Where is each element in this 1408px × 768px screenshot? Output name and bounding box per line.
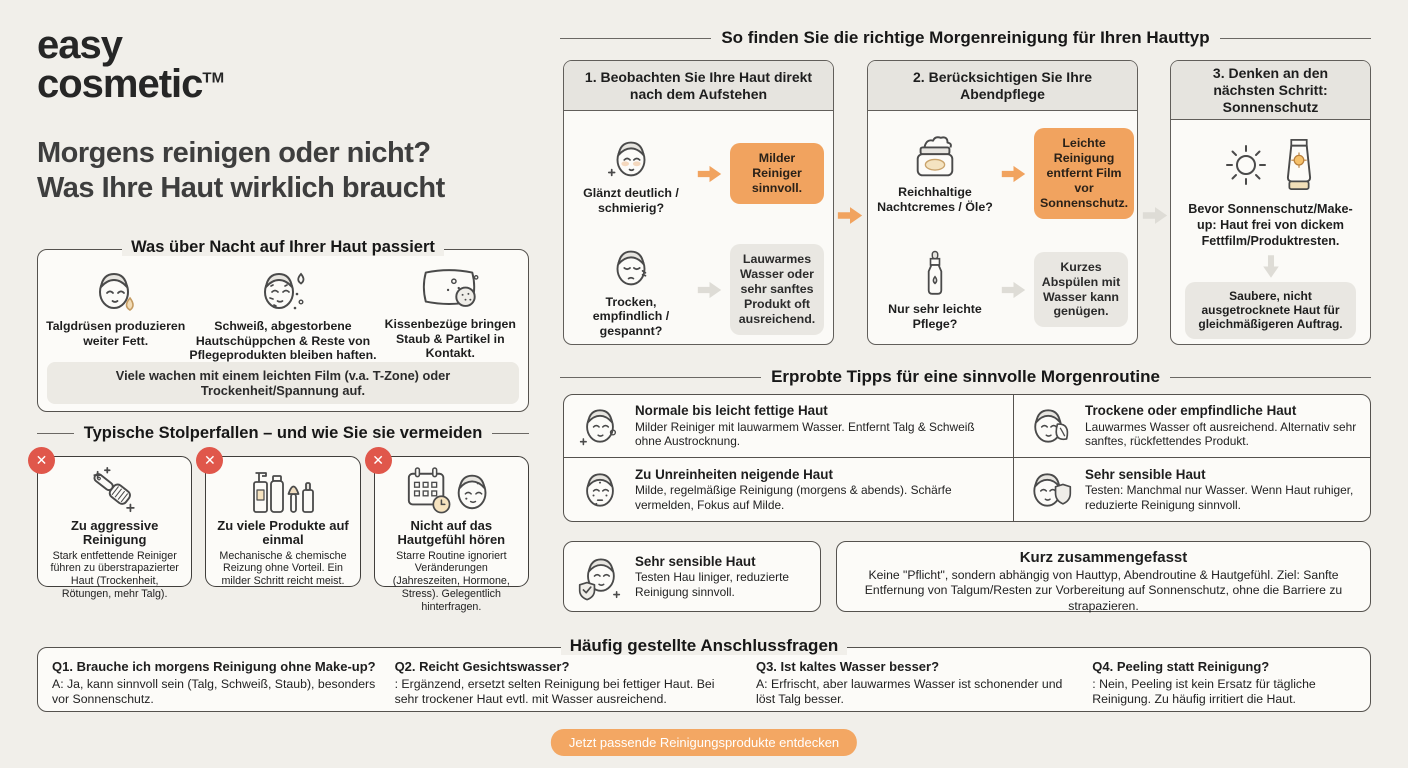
steps-section-title: So finden Sie die richtige Morgenreinigung für Ihren Hauttyp	[560, 28, 1371, 48]
down-arrow-icon	[1258, 257, 1284, 276]
faq-answer: A: Erfrischt, aber lauwarmes Wasser ist schonender und löst Talg besser.	[755, 676, 1063, 706]
faq-question: Q1. Brauche ich morgens Reinigung ohne Make-up?	[52, 659, 376, 674]
step-result-box: Kurzes Abspülen mit Wasser kann genügen.	[1034, 252, 1128, 328]
sunscreen-tube-icon	[1279, 137, 1319, 193]
pillow-icon	[419, 264, 481, 314]
night-item-sebum	[44, 264, 187, 363]
tip-title: Zu Unreinheiten neigende Haut	[635, 466, 833, 482]
tip-title: Sehr sensible Haut	[1085, 466, 1206, 482]
gray-arrow-icon	[696, 280, 723, 300]
error-cross-icon: ✕	[28, 447, 55, 474]
sensitive-card-title: Sehr sensible Haut	[635, 553, 756, 569]
pitfall-title: Nicht auf das Hautgefühl hören	[397, 518, 506, 548]
step-3-text: Bevor Sonnenschutz/Make-up: Haut frei von dickem Fettfilm/Produktresten.	[1188, 202, 1353, 248]
night-item-text: Kissenbezüge bringen Staub & Partikel in Kontakt.	[384, 317, 516, 360]
faq-panel	[37, 636, 1371, 712]
pitfall-card-too-many-products	[203, 452, 360, 588]
face-shiny-icon	[604, 132, 658, 184]
face-shield-icon	[1026, 466, 1074, 514]
brand-logo-line1: easy	[37, 23, 122, 67]
night-item-flakes	[187, 264, 378, 363]
orange-arrow-icon	[1000, 164, 1027, 184]
summary-title: Kurz zusammengefasst	[1019, 549, 1188, 566]
tip-body: Testen: Manchmal nur Wasser. Wenn Haut ruhiger, reduzierte Reinigung sinnvoll.	[1085, 483, 1354, 512]
face-flakes-icon	[255, 264, 311, 316]
pitfall-card-ignoring-skin-feel	[372, 452, 529, 613]
faq-item-2	[395, 659, 740, 707]
error-cross-icon: ✕	[365, 447, 392, 474]
night-item-pillow	[379, 264, 522, 363]
step-result-box: Lauwarmes Wasser oder sehr sanftes Produkt oft ausreichend.	[730, 244, 824, 334]
tips-section-title: Erprobte Tipps für eine sinnvolle Morgenroutine	[560, 367, 1371, 387]
pitfall-title: Zu viele Produkte auf einmal	[217, 518, 349, 548]
night-item-text: Talgdrüsen produzieren weiter Fett.	[46, 319, 186, 348]
face-dots-icon	[576, 466, 624, 514]
gray-arrow-icon	[1000, 280, 1027, 300]
face-oil-icon	[90, 264, 142, 316]
step-panel-1	[563, 60, 834, 345]
step-result-box: Milder Reiniger sinnvoll.	[730, 143, 824, 204]
orange-arrow-icon	[696, 164, 723, 184]
summary-card	[836, 541, 1371, 612]
cream-jar-icon	[908, 133, 962, 183]
sun-icon	[1223, 142, 1269, 188]
discover-products-button[interactable]: Jetzt passende Reinigungsprodukte entdecken	[551, 729, 857, 756]
faq-question: Q4. Peeling statt Reinigung?	[1092, 659, 1270, 674]
pitfall-card-aggressive-cleansing	[35, 452, 192, 601]
pitfalls-section-title: Typische Stolperfallen – und wie Sie sie vermeiden	[37, 424, 529, 443]
page-title-line2: Was Ihre Haut wirklich braucht	[37, 171, 445, 204]
step-panel-3	[1170, 60, 1371, 345]
pitfall-body: Stark entfettende Reiniger führen zu überstrapazierter Haut (Trockenheit, Rötungen, mehr Talg).	[50, 549, 179, 601]
tip-normal-oily-skin	[564, 395, 1014, 458]
step-3-header: 3. Denken an den nächsten Schritt: Sonnenschutz	[1171, 61, 1370, 120]
faq-item-1	[52, 659, 379, 707]
night-effects-panel	[37, 238, 529, 412]
step-panel-2	[867, 60, 1138, 345]
face-sparkle-icon	[576, 402, 624, 450]
pitfall-body: Starre Routine ignoriert Veränderungen (Jahreszeiten, Hormone, Stress). Gelegentlich hinterfragen.	[392, 549, 510, 613]
faq-answer: A: Ja, kann sinnvoll sein (Talg, Schweiß, Staub), besonders vor Sonnenschutz.	[52, 676, 376, 706]
sensitive-card-body: Testen Hau liniger, reduzierte Reinigung sinnvoll.	[635, 570, 790, 599]
tip-very-sensitive-skin	[1014, 458, 1370, 521]
step-result-box: Leichte Reinigung entfernt Film vor Sonnenschutz.	[1034, 128, 1134, 218]
tips-grid	[563, 394, 1371, 522]
trademark-symbol: TM	[202, 69, 225, 87]
step-row-label: Reichhaltige Nachtcremes / Öle?	[877, 185, 993, 214]
step-row-label: Glänzt deutlich / schmierig?	[583, 186, 679, 215]
night-items	[38, 250, 528, 363]
step-3-body	[1171, 120, 1370, 338]
step-3-footer: Saubere, nicht ausgetrocknete Haut für gleichmäßigeren Auftrag.	[1185, 282, 1356, 339]
face-dry-icon	[604, 241, 658, 293]
calendar-face-icon	[382, 463, 521, 519]
page-title	[37, 136, 542, 206]
tip-body: Milde, regelmäßige Reinigung (morgens & abends). Schärfe vermelden, Fokus auf Milde.	[635, 483, 952, 512]
night-section-title: Was über Nacht auf Ihrer Haut passiert	[38, 238, 528, 257]
tip-body: Milder Reiniger mit lauwarmem Wasser. Entfernt Talg & Schweiß ohne Austrocknung.	[635, 419, 975, 449]
error-cross-icon: ✕	[196, 447, 223, 474]
brush-icon	[45, 463, 184, 519]
step-2-row-rich-cream	[868, 111, 1137, 227]
pitfall-cards	[35, 452, 529, 613]
faq-answer: : Nein, Peeling ist kein Ersatz für tägliche Reinigung. Zu häufig irritiert die Haut.	[1092, 676, 1316, 706]
night-footer-note: Viele wachen mit einem leichten Film (v.a. T-Zone) oder Trockenheit/Spannung auf.	[47, 362, 519, 404]
page-title-line1: Morgens reinigen oder nicht?	[37, 137, 431, 169]
step-2-row-light-care	[868, 227, 1137, 343]
pitfall-body: Mechanische & chemische Reizung ohne Vorteil. Ein milder Schritt reicht meist.	[219, 549, 347, 588]
face-shield-check-icon	[576, 553, 624, 601]
step-1-row-oily	[564, 111, 833, 227]
face-leaf-icon	[1026, 402, 1074, 450]
faq-item-3	[756, 659, 1076, 707]
pitfall-title: Zu aggressive Reinigung	[70, 518, 159, 548]
faq-columns	[38, 648, 1370, 707]
summary-body: Keine "Pflicht", sondern abhängig von Hauttyp, Abendroutine & Hautgefühl. Ziel: Sanfte Entfernung von Talgum/Resten zur Vorbereitung auf Sonnenschutz, ohne die Barriere zu strapazieren.	[864, 568, 1343, 613]
products-icon	[213, 463, 352, 519]
sensitive-skin-card	[563, 541, 821, 612]
faq-section-title: Häufig gestellte Anschlussfragen	[38, 636, 1370, 656]
tip-dry-sensitive-skin	[1014, 395, 1370, 458]
tip-body: Lauwarmes Wasser oft ausreichend. Alternativ sehr sanftes, rückfettendes Produkt.	[1085, 419, 1357, 449]
tip-title: Normale bis leicht fettige Haut	[635, 403, 828, 419]
brand-logo	[37, 23, 225, 107]
faq-question: Q2. Reicht Gesichtswasser?	[394, 659, 570, 674]
faq-item-4	[1092, 659, 1356, 707]
tip-blemish-prone-skin	[564, 458, 1014, 521]
tip-title: Trockene oder empfindliche Haut	[1085, 403, 1297, 419]
step-row-label: Nur sehr leichte Pflege?	[888, 302, 982, 331]
faq-question: Q3. Ist kaltes Wasser besser?	[755, 659, 940, 674]
step-1-row-dry	[564, 227, 833, 343]
dropper-bottle-icon	[917, 248, 953, 300]
panel-connector-arrow-icon	[1141, 205, 1169, 226]
night-item-text: Schweiß, abgestorbene Hautschüppchen & Reste von Pflegeprodukten bleiben haften.	[189, 319, 377, 362]
step-1-header: 1. Beobachten Sie Ihre Haut direkt nach dem Aufstehen	[564, 61, 833, 111]
panel-connector-arrow-icon	[836, 205, 864, 226]
faq-answer: : Ergänzend, ersetzt selten Reinigung bei fettiger Haut. Bei sehr trockener Haut evtl. mit Wasser ausreichend.	[394, 676, 715, 706]
brand-logo-line2: cosmetic	[37, 62, 203, 107]
step-2-header: 2. Berücksichtigen Sie Ihre Abendpflege	[868, 61, 1137, 111]
step-row-label: Trocken, empfindlich / gespannt?	[592, 295, 670, 338]
